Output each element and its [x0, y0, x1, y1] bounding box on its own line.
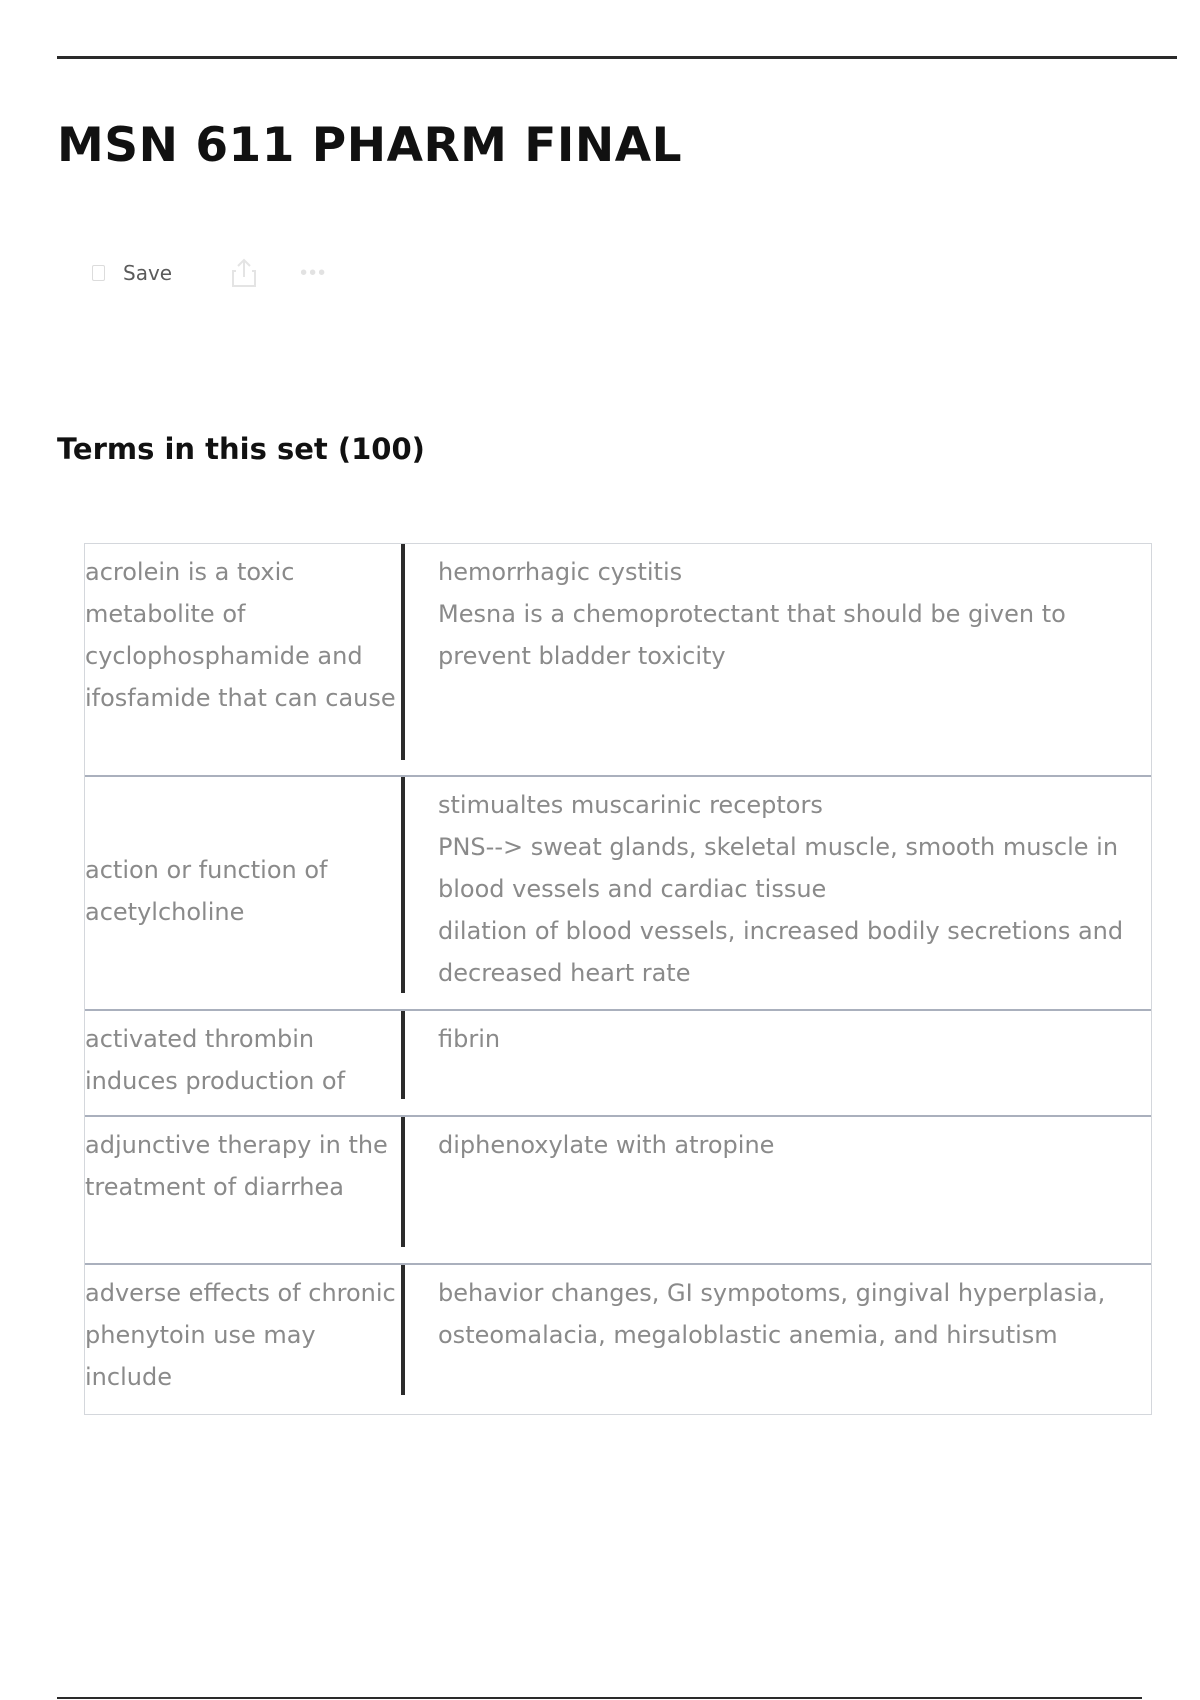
share-button[interactable]: [230, 257, 258, 289]
toolbar: [92, 255, 327, 291]
table-row: [85, 1265, 1151, 1414]
save-button[interactable]: [92, 261, 172, 285]
bookmark-icon: [92, 265, 105, 281]
column-divider: [401, 1265, 405, 1395]
term-text: adverse effects of chronic phenytoin use may include: [85, 1279, 396, 1391]
more-icon: •••: [300, 262, 328, 284]
definition-text: diphenoxylate with atropine: [438, 1131, 775, 1159]
term-text: acrolein is a toxic metabolite of cyclophosphamide and ifosfamide that can cause: [85, 558, 396, 712]
column-divider: [401, 544, 405, 760]
terms-heading: Terms in this set (100): [57, 432, 425, 466]
definition-text: behavior changes, GI sympotoms, gingival hyperplasia, osteomalacia, megaloblastic anemia, and hirsutism: [438, 1279, 1106, 1349]
column-divider: [401, 777, 405, 993]
top-divider: [57, 56, 1177, 59]
term-text: action or function of acetylcholine: [85, 855, 328, 926]
terms-table: [84, 543, 1152, 1415]
save-label: Save: [123, 261, 173, 285]
page-title: MSN 611 PHARM FINAL: [57, 118, 683, 173]
term-text: activated thrombin induces production of: [85, 1025, 346, 1095]
column-divider: [401, 1117, 405, 1247]
bottom-divider: [57, 1697, 1142, 1699]
term-text: adjunctive therapy in the treatment of diarrhea: [85, 1131, 388, 1201]
table-row: [85, 1117, 1151, 1265]
definition-text: stimualtes muscarinic receptors PNS--> sweat glands, skeletal muscle, smooth muscle in blood vessels and cardiac tissue dilation of blood vessels, increased bodily secretions and decreased heart rate: [438, 791, 1124, 987]
definition-text: fibrin: [438, 1025, 501, 1053]
table-row: [85, 1011, 1151, 1117]
more-button[interactable]: [300, 263, 327, 283]
share-icon: [230, 257, 258, 289]
definition-text: hemorrhagic cystitis Mesna is a chemoprotectant that should be given to prevent bladder toxicity: [438, 558, 1066, 670]
table-row: [85, 777, 1151, 1011]
column-divider: [401, 1011, 405, 1099]
table-row: [85, 544, 1151, 777]
